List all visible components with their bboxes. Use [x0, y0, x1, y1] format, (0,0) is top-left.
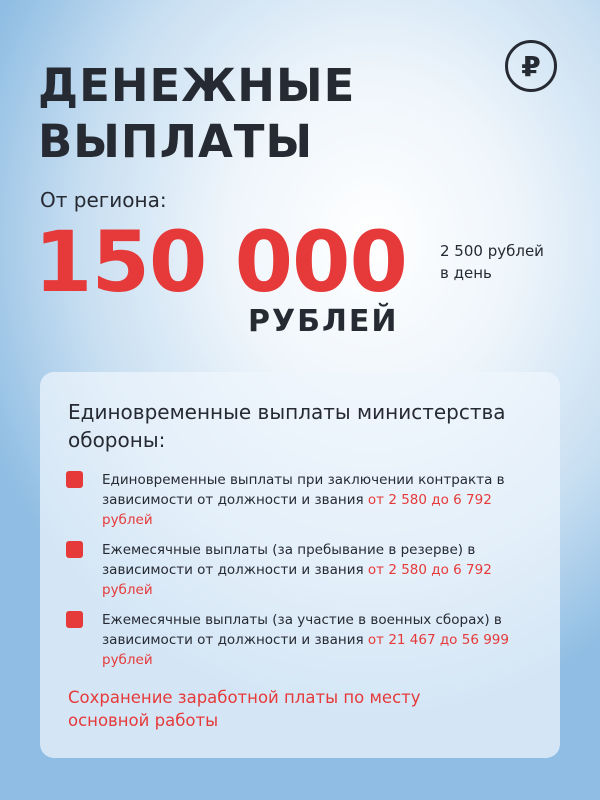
list-item-amount: от 2 580 до 6 792 рублей [102, 562, 492, 598]
list-item-amount: от 2 580 до 6 792 рублей [102, 492, 492, 528]
region-amount-unit: РУБЛЕЙ [248, 304, 399, 339]
bullet-marker [66, 611, 83, 628]
list-item-description: Ежемесячные выплаты (за участие в военных сборах) в зависимости от должности и звания [102, 612, 502, 648]
bullet-marker [66, 541, 83, 558]
list-item-description: Ежемесячные выплаты (за пребывание в резерве) в зависимости от должности и звания [102, 542, 476, 578]
list-item-text [102, 540, 532, 600]
list-item-text [102, 470, 532, 530]
region-label: От региона: [40, 188, 167, 212]
region-amount: 150 000 [34, 213, 407, 311]
ministry-payments-card [40, 372, 560, 758]
page-title [38, 58, 355, 170]
title-line-2: ВЫПЛАТЫ [38, 115, 314, 168]
list-item-description: Единовременные выплаты при заключении контракта в зависимости от должности и звания [102, 472, 505, 508]
per-day-note [440, 240, 544, 284]
ruble-icon: ₽ [505, 40, 557, 92]
per-day-label: в день [440, 264, 492, 282]
title-line-1: ДЕНЕЖНЫЕ [38, 59, 356, 112]
bullet-marker [66, 471, 83, 488]
salary-retention-note: Сохранение заработной платы по месту основной работы [68, 688, 421, 730]
ministry-card-title: Единовременные выплаты министерства обороны: [68, 400, 506, 452]
per-day-amount: 2 500 рублей [440, 242, 544, 260]
list-item-amount: от 21 467 до 56 999 рублей [102, 632, 509, 668]
list-item-text [102, 610, 532, 670]
